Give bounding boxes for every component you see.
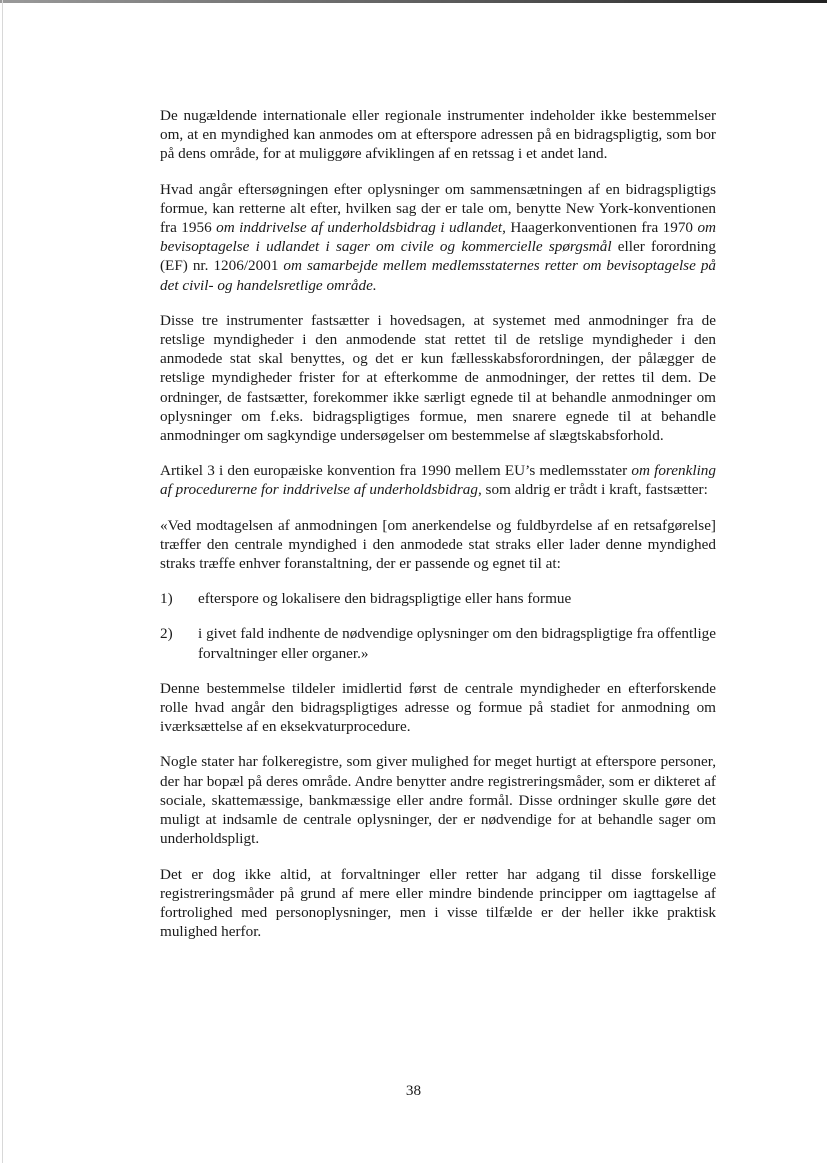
text-segment: Nogle stater har folkeregistre, som giver mulighed for meget hurtigt at efterspore personer, der har bopæl på deres område. Andre benytter andre registreringsmåder, som er dikteret af sociale, skattemæssige, bankmæssige eller andre formål. Disse ordninger skulle gøre det muligt at indsamle de centrale oplysninger, der er nødvendige for at behandle sager om underholdspligt. [160, 753, 716, 848]
text-segment: Artikel 3 i den europæiske konvention fra 1990 mellem EU’s medlemsstater [160, 462, 632, 480]
scan-edge-left [2, 0, 3, 1163]
italic-title-segment: om bevisoptagelse i udlandet i sager om civile og kommercielle spørgsmål [160, 219, 717, 256]
list-number: 1) [160, 590, 173, 608]
text-segment: eller forordning (EF) nr. 1206/2001 [160, 238, 716, 275]
text-segment: Denne bestemmelse tildeler imidlertid først de centrale myndigheder en efterforskende rolle hvad angår den bidragspligtiges adresse og formue på stadiet for anmodning om iværksættelse af en eksekvaturprocedure. [160, 679, 716, 736]
italic-title-segment: om inddrivelse af underholdsbidrag i udlandet [216, 219, 503, 237]
paragraph-8 [160, 865, 716, 942]
text-segment: , som aldrig er trådt i kraft, fastsætter: [477, 481, 708, 499]
paragraph-4 [160, 461, 716, 499]
list-item-2 [160, 624, 716, 662]
paragraph-5-quote [160, 516, 716, 574]
document-body [160, 106, 716, 957]
text-segment: Hvad angår eftersøgningen efter oplysninger om sammensætningen af en bidragspligtigs formue, kan retterne alt efter, hvilken sag der er tale om, benytte New York-konventionen fra 1956 [160, 180, 716, 237]
paragraph-3 [160, 311, 716, 445]
paragraph-1 [160, 106, 716, 164]
list-text: efterspore og lokalisere den bidragspligtige eller hans formue [198, 590, 572, 608]
paragraph-6 [160, 679, 716, 737]
list-item-1 [160, 589, 716, 608]
scan-edge-top [0, 0, 827, 3]
text-segment: Det er dog ikke altid, at forvaltninger eller retter har adgang til disse forskellige registreringsmåder på grund af mere eller mindre bindende principper om iagttagelse af fortrolighed med personoplysninger, men i visse tilfælde er der heller ikke praktisk mulighed herfor. [160, 865, 716, 941]
list-text: i givet fald indhente de nødvendige oplysninger om den bidragspligtige fra offentlige forvaltninger eller organer.» [198, 625, 716, 662]
list-number: 2) [160, 625, 173, 643]
text-segment: De nugældende internationale eller regionale instrumenter indeholder ikke bestemmelser om, at en myndighed kan anmodes om at efterspore adressen på en bidragspligtig, som bor på dens område, for at muliggøre afviklingen af en retssag i et andet land. [160, 107, 716, 163]
text-segment: «Ved modtagelsen af anmodningen [om anerkendelse og fuldbyrdelse af en retsafgørelse] træffer den centrale myndighed i den anmodede stat straks eller lader denne myndighed straks træffe enhver foranstaltning, der er passende og egnet til at: [160, 516, 716, 573]
italic-title-segment: om forenkling af procedurerne for inddrivelse af underholdsbidrag [160, 462, 716, 499]
page-number: 38 [405, 1082, 422, 1099]
italic-title-segment: om samarbejde mellem medlemsstaternes retter om bevisoptagelse på det civil- og handelsretlige område. [160, 257, 717, 294]
paragraph-7 [160, 752, 716, 848]
text-segment: Disse tre instrumenter fastsætter i hovedsagen, at systemet med anmodninger fra de retslige myndigheder i den anmodende stat rettet til de retslige myndigheder i den anmodede stat skal benyttes, og det er kun fællesskabsforordningen, der pålægger de retslige myndigheder frister for at efterkomme de anmodninger, der rettes til dem. De ordninger, de fastsætter, forekommer ikke særligt egnede til at behandle anmodninger om oplysninger om f.eks. bidragspligtiges formue, men snarere egnede til at behandle anmodninger om sagkyndige undersøgelser om bestemmelse af slægtskabsforhold. [160, 311, 716, 445]
text-segment: , Haagerkonventionen fra 1970 [502, 219, 698, 237]
paragraph-2 [160, 180, 716, 295]
